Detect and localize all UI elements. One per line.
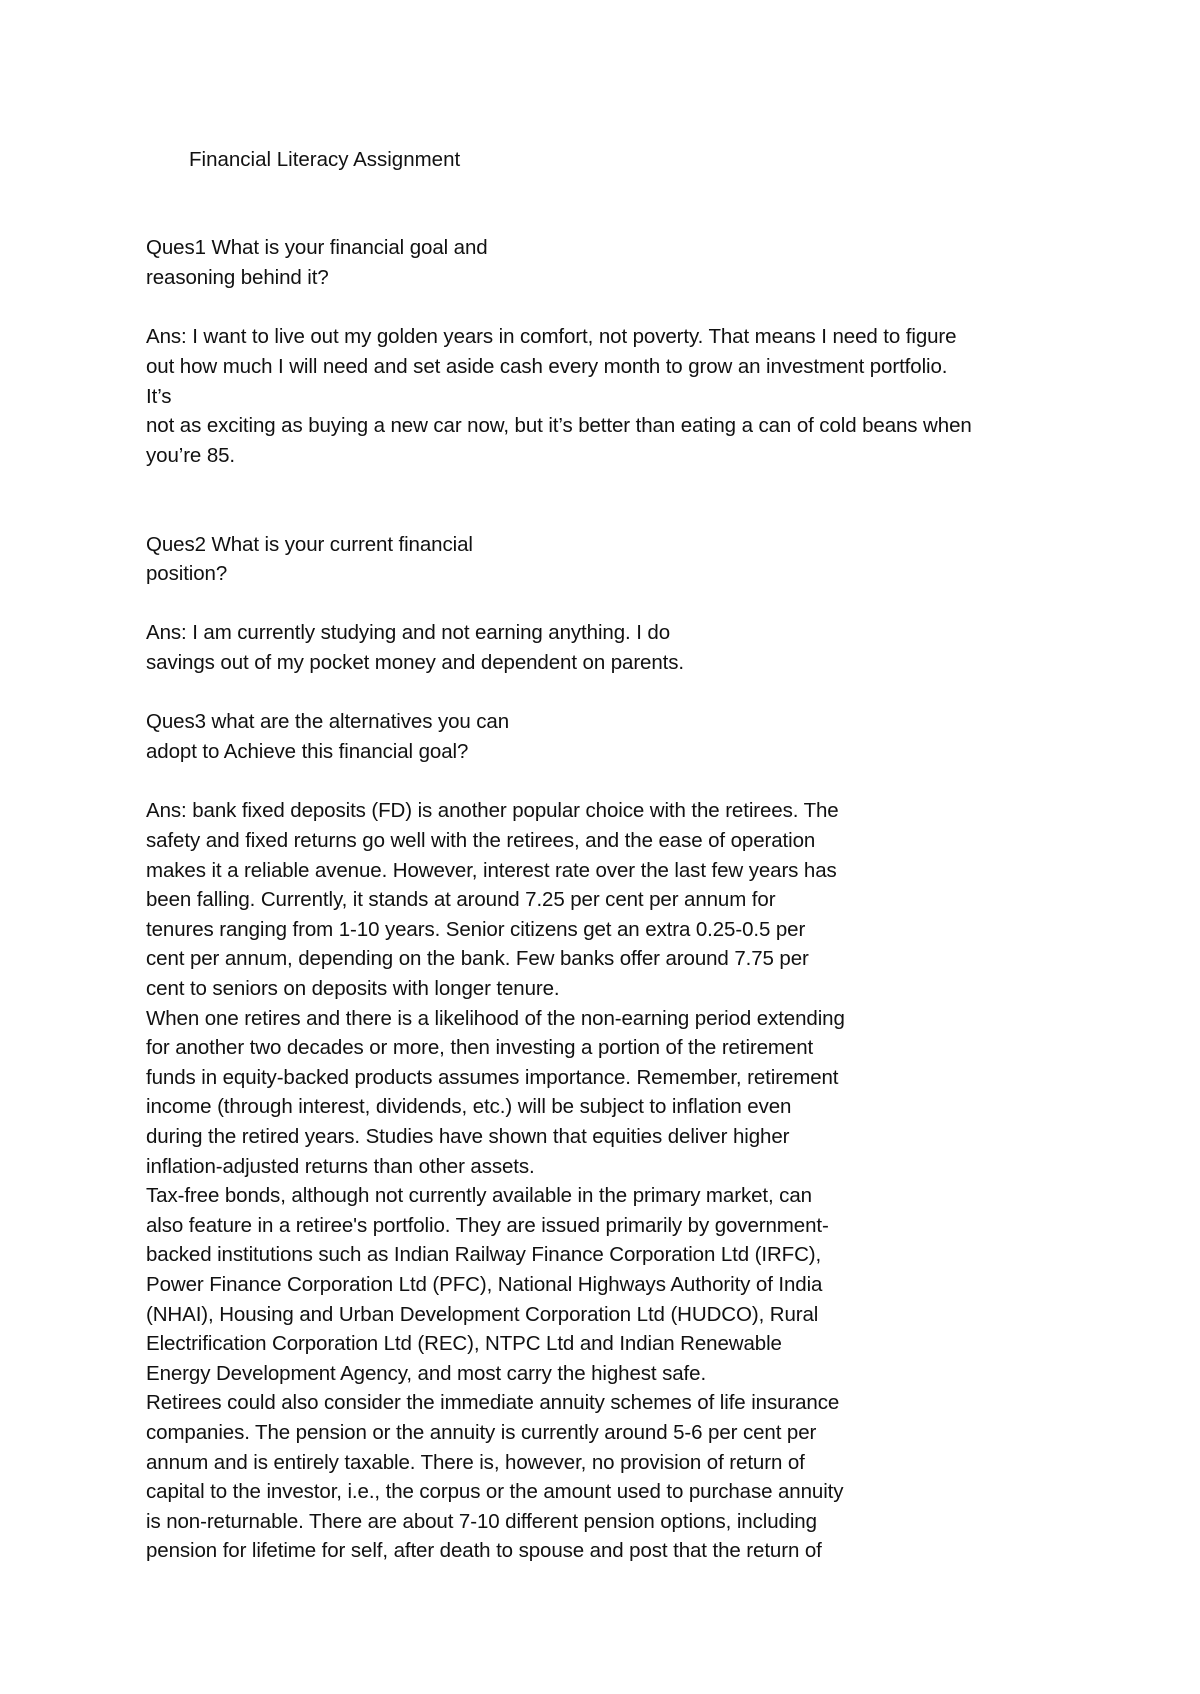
q3-answer-line: cent to seniors on deposits with longer tenure. bbox=[146, 977, 560, 1000]
q3-answer-line: cent per annum, depending on the bank. Few banks offer around 7.75 per bbox=[146, 947, 809, 970]
q3-answer-line: makes it a reliable avenue. However, interest rate over the last few years has bbox=[146, 859, 837, 882]
q3-answer-line: inflation-adjusted returns than other assets. bbox=[146, 1155, 535, 1178]
q1-answer-line: you’re 85. bbox=[146, 444, 236, 467]
q1-answer-line: It’s bbox=[146, 385, 172, 408]
q1-answer-line: out how much I will need and set aside cash every month to grow an investment portfolio. bbox=[146, 355, 948, 378]
q1-answer-line: not as exciting as buying a new car now, but it’s better than eating a can of cold beans when bbox=[146, 414, 972, 437]
q2-question-line: position? bbox=[146, 562, 228, 585]
q3-answer-line: funds in equity-backed products assumes importance. Remember, retirement bbox=[146, 1066, 839, 1089]
q3-answer-line: Electrification Corporation Ltd (REC), NTPC Ltd and Indian Renewable bbox=[146, 1332, 782, 1355]
q3-answer-line: also feature in a retiree's portfolio. They are issued primarily by government- bbox=[146, 1214, 829, 1237]
q3-answer-line: When one retires and there is a likelihood of the non-earning period extending bbox=[146, 1007, 845, 1030]
q3-answer-line: capital to the investor, i.e., the corpus or the amount used to purchase annuity bbox=[146, 1480, 844, 1503]
q3-answer-line: Power Finance Corporation Ltd (PFC), National Highways Authority of India bbox=[146, 1273, 823, 1296]
q3-answer-line: for another two decades or more, then investing a portion of the retirement bbox=[146, 1036, 814, 1059]
q2-question-line: Ques2 What is your current financial bbox=[146, 533, 473, 556]
q3-answer-line: income (through interest, dividends, etc.) will be subject to inflation even bbox=[146, 1095, 792, 1118]
q3-answer-line: during the retired years. Studies have shown that equities deliver higher bbox=[146, 1125, 790, 1148]
q3-answer-line: is non-returnable. There are about 7-10 different pension options, including bbox=[146, 1510, 817, 1533]
q2-answer-line: savings out of my pocket money and dependent on parents. bbox=[146, 651, 685, 674]
q3-answer-line: Ans: bank fixed deposits (FD) is another popular choice with the retirees. The bbox=[146, 799, 839, 822]
q3-answer-line: Tax-free bonds, although not currently available in the primary market, can bbox=[146, 1184, 812, 1207]
q3-answer-line: Retirees could also consider the immediate annuity schemes of life insurance bbox=[146, 1391, 840, 1414]
q3-answer-line: pension for lifetime for self, after death to spouse and post that the return of bbox=[146, 1539, 822, 1562]
q3-answer-line: been falling. Currently, it stands at around 7.25 per cent per annum for bbox=[146, 888, 776, 911]
q3-answer-line: (NHAI), Housing and Urban Development Corporation Ltd (HUDCO), Rural bbox=[146, 1303, 819, 1326]
q2-answer-line: Ans: I am currently studying and not earning anything. I do bbox=[146, 621, 670, 644]
q1-answer-line: Ans: I want to live out my golden years in comfort, not poverty. That means I need to figure bbox=[146, 325, 957, 348]
q3-question-line: adopt to Achieve this financial goal? bbox=[146, 740, 469, 763]
q3-answer-line: annum and is entirely taxable. There is, however, no provision of return of bbox=[146, 1451, 805, 1474]
q3-answer-line: Energy Development Agency, and most carry the highest safe. bbox=[146, 1362, 707, 1385]
q3-question-line: Ques3 what are the alternatives you can bbox=[146, 710, 510, 733]
q3-answer-line: safety and fixed returns go well with the retirees, and the ease of operation bbox=[146, 829, 816, 852]
q3-answer-line: tenures ranging from 1-10 years. Senior citizens get an extra 0.25-0.5 per bbox=[146, 918, 806, 941]
q1-question-line: reasoning behind it? bbox=[146, 266, 329, 289]
q1-question-line: Ques1 What is your financial goal and bbox=[146, 236, 488, 259]
q3-answer-line: companies. The pension or the annuity is currently around 5-6 per cent per bbox=[146, 1421, 817, 1444]
q3-answer-line: backed institutions such as Indian Railway Finance Corporation Ltd (IRFC), bbox=[146, 1243, 822, 1266]
document-title: Financial Literacy Assignment bbox=[189, 148, 461, 171]
